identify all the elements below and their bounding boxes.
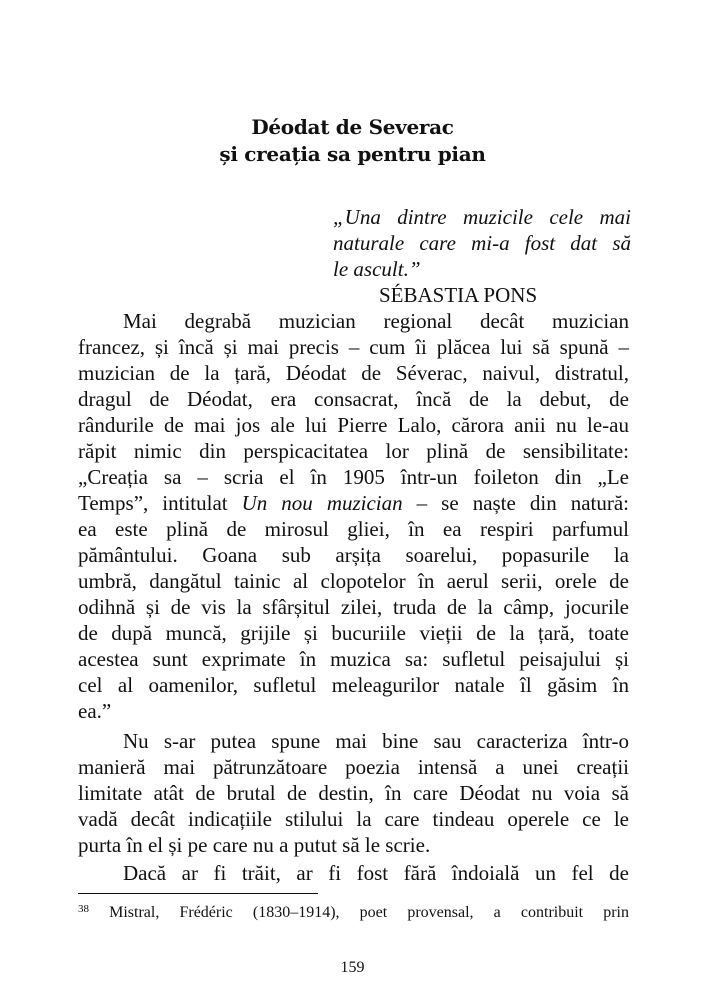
text-line: umbră, dangătul tainic al clopotelor în aerul serii, orele de — [78, 569, 629, 593]
text-line: pământului. Goana sub arșița soarelui, popasurile la — [78, 543, 629, 567]
text-line: Nu s-ar putea spune mai bine sau caracteriza într-o — [123, 729, 629, 753]
text-line: vadă decât indicațiile stilului la care tindeau operele ce le — [78, 807, 629, 831]
epigraph-line: le ascult.” — [333, 257, 421, 281]
text-line: odihnă și de vis la sfârșitul zilei, truda de la câmp, jocurile — [78, 595, 629, 619]
text-line: muzician de la țară, Déodat de Séverac, naivul, distratul, — [78, 361, 629, 385]
text-segment: – se naște din natură: — [402, 491, 630, 515]
text-line: „Creația sa – scria el în 1905 într-un foileton din „Le — [78, 465, 629, 489]
text-line: francez, și încă și mai precis – cum îi plăcea lui să spună – — [78, 335, 629, 359]
text-line: manieră mai pătrunzătoare poezia intensă a unei creații — [78, 755, 629, 779]
italic-article-title: Un nou muzician — [241, 491, 403, 515]
text-line: limitate atât de brutal de destin, în care Déodat nu voia să — [78, 781, 629, 805]
text-line: răpit nimic din perspicacitatea lor plină de sensibilitate: — [78, 439, 629, 463]
text-segment: Temps”, intitulat — [78, 491, 242, 515]
footnote-number: 38 — [78, 903, 89, 915]
page-number: 159 — [340, 959, 365, 976]
chapter-title-line-2: și creația sa pentru pian — [219, 142, 486, 166]
chapter-title-line-1: Déodat de Severac — [251, 115, 454, 139]
text-line: ea este plină de mirosul gliei, în ea respiri parfumul — [78, 517, 629, 541]
text-line: Mai degrabă muzician regional decât muzician — [123, 309, 629, 333]
epigraph-line: „Una dintre muzicile cele mai — [333, 205, 631, 229]
footnote-separator — [78, 893, 318, 894]
text-line: cel al oamenilor, sufletul meleagurilor natale îl găsim în — [78, 673, 629, 697]
footnote — [78, 902, 629, 924]
text-line-with-italic-title — [78, 490, 629, 516]
text-line: Dacă ar fi trăit, ar fi fost fără îndoială un fel de — [123, 861, 629, 885]
text-line: rândurile de mai jos ale lui Pierre Lalo, cărora anii nu le-au — [78, 413, 629, 437]
text-line: acestea sunt exprimate în muzica sa: sufletul peisajului și — [78, 647, 629, 671]
text-line: purta în el și pe care nu a putut să le scrie. — [78, 833, 431, 857]
epigraph-line: naturale care mi-a fost dat să — [333, 231, 631, 255]
footnote-text: Mistral, Frédéric (1830–1914), poet provensal, a contribuit prin — [89, 904, 629, 921]
text-line: dragul de Déodat, era consacrat, încă de la debut, de — [78, 387, 629, 411]
text-line: de după muncă, grijile și bucuriile vieții de la țară, toate — [78, 621, 629, 645]
epigraph-author: SÉBASTIA PONS — [379, 283, 538, 307]
text-line: ea.” — [78, 699, 112, 723]
